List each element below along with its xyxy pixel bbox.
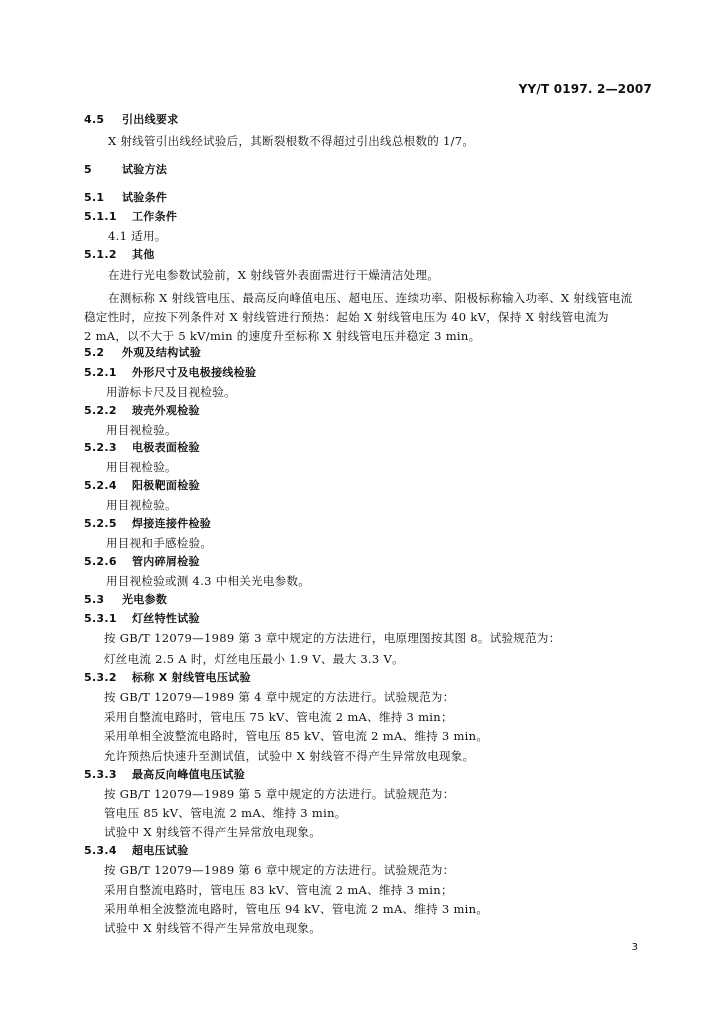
section-number: 5.1.1 (84, 210, 117, 223)
heading-5-3-3 (84, 767, 245, 783)
heading-5 (84, 162, 167, 178)
paragraph-5-1-2-line-2: 在测标称 X 射线管电压、最高反向峰值电压、超电压、连续功率、阳极标称输入功率、X 射线管电流 (108, 291, 633, 305)
section-title: 阳极靶面检验 (132, 479, 200, 492)
section-title: 管内碎屑检验 (132, 555, 200, 568)
section-title: 外观及结构试验 (122, 346, 202, 359)
heading-5-2-1 (84, 365, 256, 381)
paragraph-5-3-1-line-1: 按 GB/T 12079—1989 第 3 章中规定的方法进行，电原理图按其图 8。试验规范为： (104, 631, 561, 645)
paragraph-5-3-3-line-2: 管电压 85 kV、管电流 2 mA、维持 3 min。 (104, 806, 347, 820)
paragraph-5-3-4-line-3: 采用单相全波整流电路时，管电压 94 kV、管电流 2 mA、维持 3 min。 (104, 902, 489, 916)
heading-5-3-2 (84, 670, 251, 686)
heading-5-1-2 (84, 247, 155, 263)
section-number: 5.1.2 (84, 248, 117, 261)
section-number: 4.5 (84, 113, 105, 126)
section-title: 工作条件 (132, 210, 178, 223)
section-number: 5.3.1 (84, 612, 117, 625)
section-number: 5.3.2 (84, 671, 117, 684)
section-number: 5.2.2 (84, 404, 117, 417)
paragraph-5-3-3-line-3: 试验中 X 射线管不得产生异常放电现象。 (104, 825, 321, 839)
section-title: 引出线要求 (122, 113, 179, 126)
paragraph-5-3-4-line-4: 试验中 X 射线管不得产生异常放电现象。 (104, 921, 321, 935)
section-number: 5.2.3 (84, 441, 117, 454)
heading-5-2-6 (84, 554, 200, 570)
paragraph-5-2-6: 用目视检验或测 4.3 中相关光电参数。 (106, 574, 311, 588)
paragraph-5-2-5: 用目视和手感检验。 (106, 536, 213, 550)
paragraph-5-3-3-line-1: 按 GB/T 12079—1989 第 5 章中规定的方法进行。试验规范为： (104, 787, 455, 801)
section-title: 试验方法 (122, 163, 168, 176)
section-number: 5.3.3 (84, 768, 117, 781)
paragraph-5-3-2-line-1: 按 GB/T 12079—1989 第 4 章中规定的方法进行。试验规范为： (104, 690, 455, 704)
paragraph-5-3-4-line-2: 采用自整流电路时，管电压 83 kV、管电流 2 mA、维持 3 min； (104, 883, 453, 897)
section-number: 5.1 (84, 191, 105, 204)
standard-code-header: YY/T 0197. 2—2007 (518, 82, 652, 96)
section-number: 5.3 (84, 593, 105, 606)
section-title: 试验条件 (122, 191, 168, 204)
section-number: 5.2.5 (84, 517, 117, 530)
section-title: 超电压试验 (132, 844, 189, 857)
section-title: 焊接连接件检验 (132, 517, 212, 530)
section-number: 5.2.1 (84, 366, 117, 379)
paragraph-5-3-2-line-3: 采用单相全波整流电路时，管电压 85 kV、管电流 2 mA、维持 3 min。 (104, 729, 489, 743)
paragraph-5-2-2: 用目视检验。 (106, 423, 177, 437)
section-title: 最高反向峰值电压试验 (132, 768, 245, 781)
paragraph-5-3-4-line-1: 按 GB/T 12079—1989 第 6 章中规定的方法进行。试验规范为： (104, 863, 455, 877)
paragraph-5-1-1: 4.1 适用。 (108, 229, 167, 243)
heading-5-2-3 (84, 440, 200, 456)
page-number: 3 (631, 942, 638, 953)
section-title: 标称 X 射线管电压试验 (132, 671, 251, 684)
heading-5-2-4 (84, 478, 200, 494)
paragraph-5-2-1: 用游标卡尺及目视检验。 (106, 385, 236, 399)
paragraph-5-2-3: 用目视检验。 (106, 460, 177, 474)
section-title: 灯丝特性试验 (132, 612, 200, 625)
paragraph-5-3-1-line-2: 灯丝电流 2.5 A 时，灯丝电压最小 1.9 V、最大 3.3 V。 (104, 652, 404, 666)
paragraph-5-1-2-line-1: 在进行光电参数试验前，X 射线管外表面需进行干燥清洁处理。 (108, 268, 440, 282)
section-number: 5.2.6 (84, 555, 117, 568)
paragraph-5-3-2-line-4: 允许预热后快速升至测试值，试验中 X 射线管不得产生异常放电现象。 (104, 749, 475, 763)
section-title: 光电参数 (122, 593, 168, 606)
paragraph-5-2-4: 用目视检验。 (106, 498, 177, 512)
heading-5-3-1 (84, 611, 200, 627)
paragraph-5-1-2-line-3: 稳定性时，应按下列条件对 X 射线管进行预热：起始 X 射线管电压为 40 kV，保持 X 射线管电流为 (84, 310, 609, 324)
heading-5-2-5 (84, 516, 211, 532)
section-title: 玻壳外观检验 (132, 404, 200, 417)
section-title: 外形尺寸及电极接线检验 (132, 366, 257, 379)
paragraph-4-5: X 射线管引出线经试验后，其断裂根数不得超过引出线总根数的 1/7。 (108, 134, 475, 148)
paragraph-5-3-2-line-2: 采用自整流电路时，管电压 75 kV、管电流 2 mA、维持 3 min； (104, 710, 453, 724)
heading-5-2 (84, 345, 201, 361)
section-number: 5 (84, 163, 92, 176)
heading-4-5 (84, 112, 179, 128)
heading-5-1 (84, 190, 167, 206)
heading-5-3 (84, 592, 167, 608)
section-number: 5.2.4 (84, 479, 117, 492)
section-title: 电极表面检验 (132, 441, 200, 454)
heading-5-1-1 (84, 209, 177, 225)
section-number: 5.2 (84, 346, 105, 359)
section-title: 其他 (132, 248, 155, 261)
heading-5-2-2 (84, 403, 200, 419)
heading-5-3-4 (84, 843, 189, 859)
paragraph-5-1-2-line-4: 2 mA，以不大于 5 kV/min 的速度升至标称 X 射线管电压并稳定 3 min。 (84, 329, 481, 343)
section-number: 5.3.4 (84, 844, 117, 857)
